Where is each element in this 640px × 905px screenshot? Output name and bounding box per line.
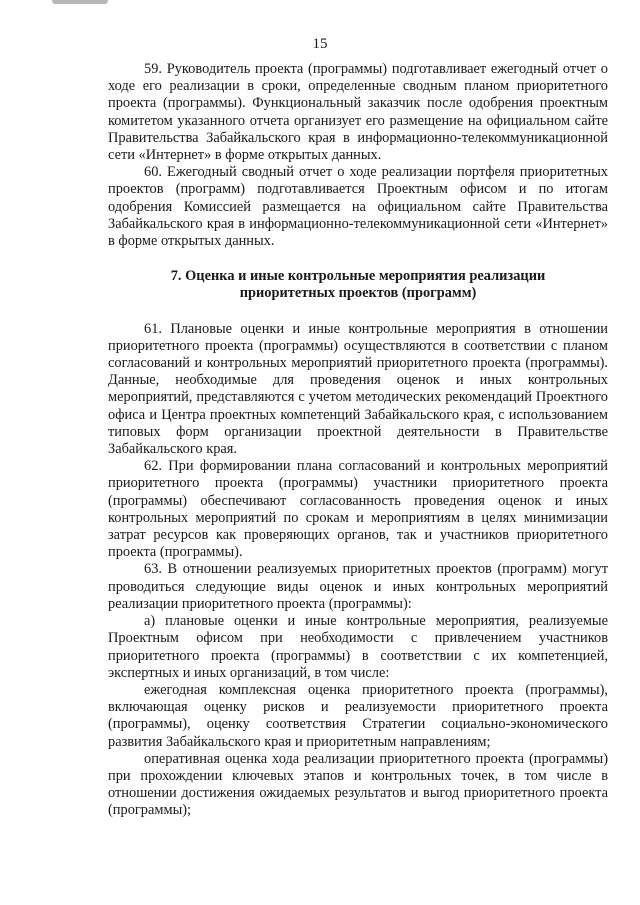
- document-body: [108, 61, 608, 820]
- paragraph-59: 59. Руководитель проекта (программы) подготавливает ежегодный отчет о ходе его реализации в сроки, определенные сводным планом приоритетного проекта (программы). Функциональный заказчик после одобрения проектным комитетом указанного отчета организует его размещение на официальном сайте Правительства Забайкальского края в информационно-телекоммуникационной сети «Интернет» в форме открытых данных.: [108, 61, 608, 164]
- paragraph-operational-assessment: оперативная оценка хода реализации приоритетного проекта (программы) при прохождении ключевых этапов и контрольных точек, в том числе в отношении достижения ожидаемых результатов и выгод приоритетного проекта (программы);: [108, 750, 608, 819]
- scan-artifact-mark: [52, 0, 108, 4]
- paragraph-63-a: а) плановые оценки и иные контрольные мероприятия, реализуемые Проектным офисом при необходимости с привлечением участников приоритетного проекта (программы) в соответствии с их компетенцией, экспертных и иных организаций, в том числе:: [108, 613, 608, 681]
- paragraph-61: 61. Плановые оценки и иные контрольные мероприятия в отношении приоритетного проекта (программы) осуществляются в соответствии с планом согласований и контрольных мероприятий приоритетного проекта (программы). Данные, необходимые для проведения оценок и иных контрольных мероприятий, представляются с учетом методических рекомендаций Проектного офиса и Центра проектных компетенций Забайкальского края, с использованием типовых форм организации проектной деятельности в Правительстве Забайкальского края.: [108, 320, 608, 458]
- paragraph-63: 63. В отношении реализуемых приоритетных проектов (программ) могут проводиться следующие виды оценок и иных контрольных мероприятий реализации приоритетного проекта (программы):: [108, 561, 608, 612]
- paragraph-62: 62. При формировании плана согласований и контрольных мероприятий приоритетного проекта (программы) участники приоритетного проекта (программы) обеспечивают согласованность проведения оценок и иных контрольных мероприятий по срокам и мероприятиям в целях минимизации затрат ресурсов как проверяющих органов, так и участников приоритетного проекта (программы).: [108, 458, 608, 561]
- page-number: 15: [312, 36, 328, 52]
- paragraph-annual-assessment: ежегодная комплексная оценка приоритетного проекта (программы), включающая оценку рисков и реализуемости приоритетного проекта (программы), оценку соответствия Стратегии социально-экономического развития Забайкальского края и приоритетным направлениям;: [108, 681, 608, 750]
- paragraph-60: 60. Ежегодный сводный отчет о ходе реализации портфеля приоритетных проектов (программ) подготавливается Проектным офисом и по итогам одобрения Комиссией размещается на официальном сайте Правительства Забайкальского края в информационно-телекоммуникационной сети «Интернет» в форме открытых данных.: [108, 164, 608, 250]
- section-heading: 7. Оценка и иные контрольные мероприятия реализации приоритетных проектов (программ): [170, 268, 546, 302]
